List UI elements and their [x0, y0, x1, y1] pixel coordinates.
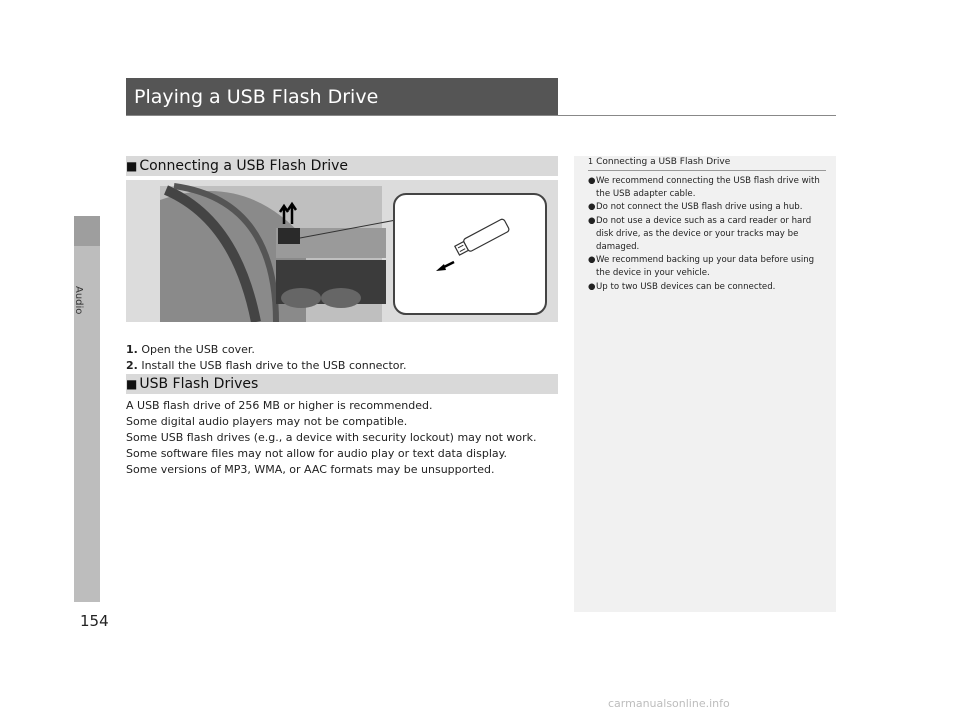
dashboard-illustration: [126, 180, 558, 322]
body-line: Some software files may not allow for audio play or text data display.: [126, 447, 508, 460]
body-line: Some digital audio players may not be compatible.: [126, 415, 408, 428]
step-list: [126, 342, 407, 374]
body-line: A USB flash drive of 256 MB or higher is recommended.: [126, 399, 433, 412]
side-note-list: [588, 175, 826, 294]
body-line: Some USB flash drives (e.g., a device with security lockout) may not work.: [126, 431, 537, 444]
chapter-tab-marker: [74, 216, 100, 246]
step-item: 2. Install the USB flash drive to the USB connector.: [126, 359, 407, 372]
side-note-divider: [588, 170, 826, 171]
chapter-side-tab: [74, 216, 100, 602]
section-heading-text: USB Flash Drives: [139, 376, 259, 392]
note-item: ● We recommend backing up your data before using the device in your vehicle.: [588, 255, 815, 279]
bullet-icon: ●: [588, 255, 596, 266]
section-heading-usb-flash-drives: [126, 374, 558, 394]
note-item: ● We recommend connecting the USB flash drive with the USB adapter cable.: [588, 176, 820, 200]
section-heading-connecting: [126, 156, 558, 176]
bullet-icon: ●: [588, 215, 596, 226]
usb-flash-drive-notes: [126, 398, 537, 478]
bullet-icon: ●: [588, 202, 596, 213]
usb-connector-illustration: [126, 180, 558, 322]
page-title: Playing a USB Flash Drive: [126, 78, 558, 116]
bullet-icon: ●: [588, 281, 596, 292]
note-item: ● Do not use a device such as a card reader or hard disk drive, as the device or your tracks may be damaged.: [588, 215, 812, 253]
bullet-icon: ●: [588, 176, 596, 186]
section-marker: ■: [126, 377, 138, 391]
body-line: Some versions of MP3, WMA, or AAC formats may be unsupported.: [126, 463, 495, 476]
side-note-title: 1 Connecting a USB Flash Drive: [588, 157, 731, 167]
step-item: 1. Open the USB cover.: [126, 343, 255, 356]
watermark: carmanualsonline.info: [608, 697, 730, 710]
section-marker: ■: [126, 159, 138, 173]
title-divider: [126, 115, 836, 116]
page-number: 154: [80, 612, 109, 630]
reference-mark: 1: [588, 157, 594, 166]
note-item: ● Do not connect the USB flash drive using a hub.: [588, 201, 826, 214]
chapter-label: Audio: [73, 286, 84, 315]
section-heading-text: Connecting a USB Flash Drive: [139, 158, 349, 174]
note-item: ● Up to two USB devices can be connected.: [588, 281, 826, 294]
